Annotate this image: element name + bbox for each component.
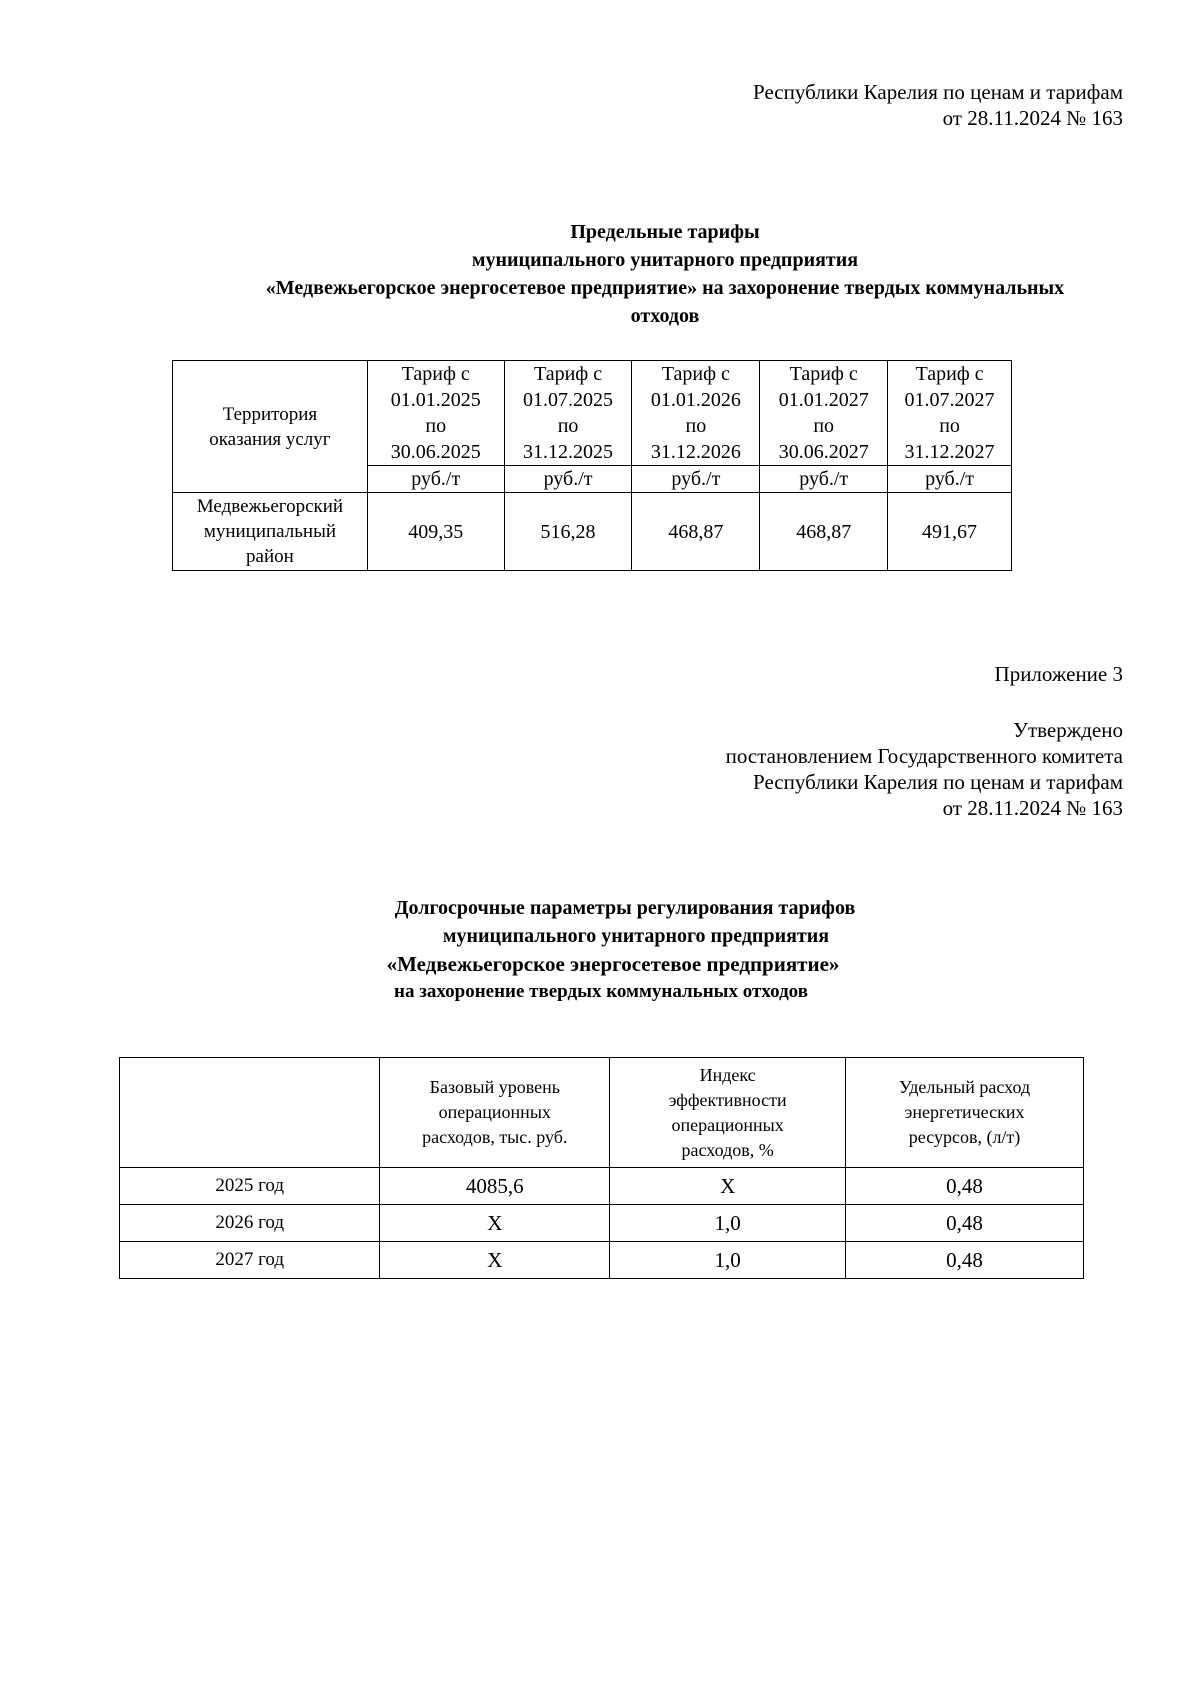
header-top (523, 79, 1123, 131)
title2-line2: муниципального унитарного предприятия (442, 925, 830, 947)
tariff-value: 468,87 (760, 493, 888, 571)
efficiency-index-cell: 1,0 (610, 1205, 846, 1242)
approval-line2: Республики Карелия по ценам и тарифам (753, 770, 1123, 794)
title2-line3: «Медвежьегорское энергосетевое предприятие» (386, 952, 840, 976)
base-level-cell: Х (380, 1205, 610, 1242)
tariff-column-header: Тариф с 01.01.2027 по 30.06.2027 (760, 361, 888, 466)
tariff-value: 409,35 (367, 493, 504, 571)
title2-line4: на захоронение твердых коммунальных отходов (394, 981, 808, 1002)
title1-line1: Предельные тарифы (570, 221, 760, 243)
title-parameters (200, 894, 1050, 1006)
efficiency-index-cell: 1,0 (610, 1242, 846, 1279)
unit-cell: руб./т (367, 466, 504, 493)
approval-line1: постановлением Государственного комитета (725, 744, 1123, 768)
approval-line3: от 28.11.2024 № 163 (942, 796, 1123, 820)
title1-line3: «Медвежьегорское энергосетевое предприятие» на захоронение твердых коммунальных (265, 277, 1065, 299)
tariff-value: 468,87 (632, 493, 760, 571)
base-level-header: Базовый уровень операционных расходов, тыс. руб. (380, 1058, 610, 1168)
approval-block (423, 717, 1123, 821)
title2-line1: Долгосрочные параметры регулирования тарифов (394, 897, 856, 919)
header-top-line2: от 28.11.2024 № 163 (942, 106, 1123, 130)
territory-cell: Медвежьегорский муниципальный район (173, 493, 368, 571)
tariff-value: 516,28 (504, 493, 632, 571)
efficiency-index-header: Индекс эффективности операционных расходов, % (610, 1058, 846, 1168)
year-cell: 2027 год (120, 1242, 380, 1279)
title1-line2: муниципального унитарного предприятия (471, 249, 859, 271)
tariff-column-header: Тариф с 01.01.2026 по 31.12.2026 (632, 361, 760, 466)
title1-line4: отходов (630, 305, 700, 327)
unit-cell: руб./т (632, 466, 760, 493)
header-top-line1: Республики Карелия по ценам и тарифам (753, 80, 1123, 104)
energy-cell: 0,48 (846, 1168, 1084, 1205)
tariff-column-header: Тариф с 01.01.2025 по 30.06.2025 (367, 361, 504, 466)
energy-cell: 0,48 (846, 1205, 1084, 1242)
energy-consumption-header: Удельный расход энергетических ресурсов, (л/т) (846, 1058, 1084, 1168)
energy-cell: 0,48 (846, 1242, 1084, 1279)
unit-cell: руб./т (760, 466, 888, 493)
territory-header: Территория оказания услуг (173, 361, 368, 493)
unit-cell: руб./т (888, 466, 1012, 493)
approved-line: Утверждено (1013, 718, 1123, 742)
base-level-cell: 4085,6 (380, 1168, 610, 1205)
empty-header (120, 1058, 380, 1168)
appendix-label: Приложение 3 (994, 662, 1123, 686)
base-level-cell: Х (380, 1242, 610, 1279)
year-cell: 2026 год (120, 1205, 380, 1242)
tariff-table (172, 360, 1012, 571)
efficiency-index-cell: Х (610, 1168, 846, 1205)
parameters-table (119, 1057, 1084, 1279)
tariff-column-header: Тариф с 01.07.2025 по 31.12.2025 (504, 361, 632, 466)
unit-cell: руб./т (504, 466, 632, 493)
year-cell: 2025 год (120, 1168, 380, 1205)
tariff-column-header: Тариф с 01.07.2027 по 31.12.2027 (888, 361, 1012, 466)
title-tariffs (100, 218, 1200, 330)
tariff-value: 491,67 (888, 493, 1012, 571)
